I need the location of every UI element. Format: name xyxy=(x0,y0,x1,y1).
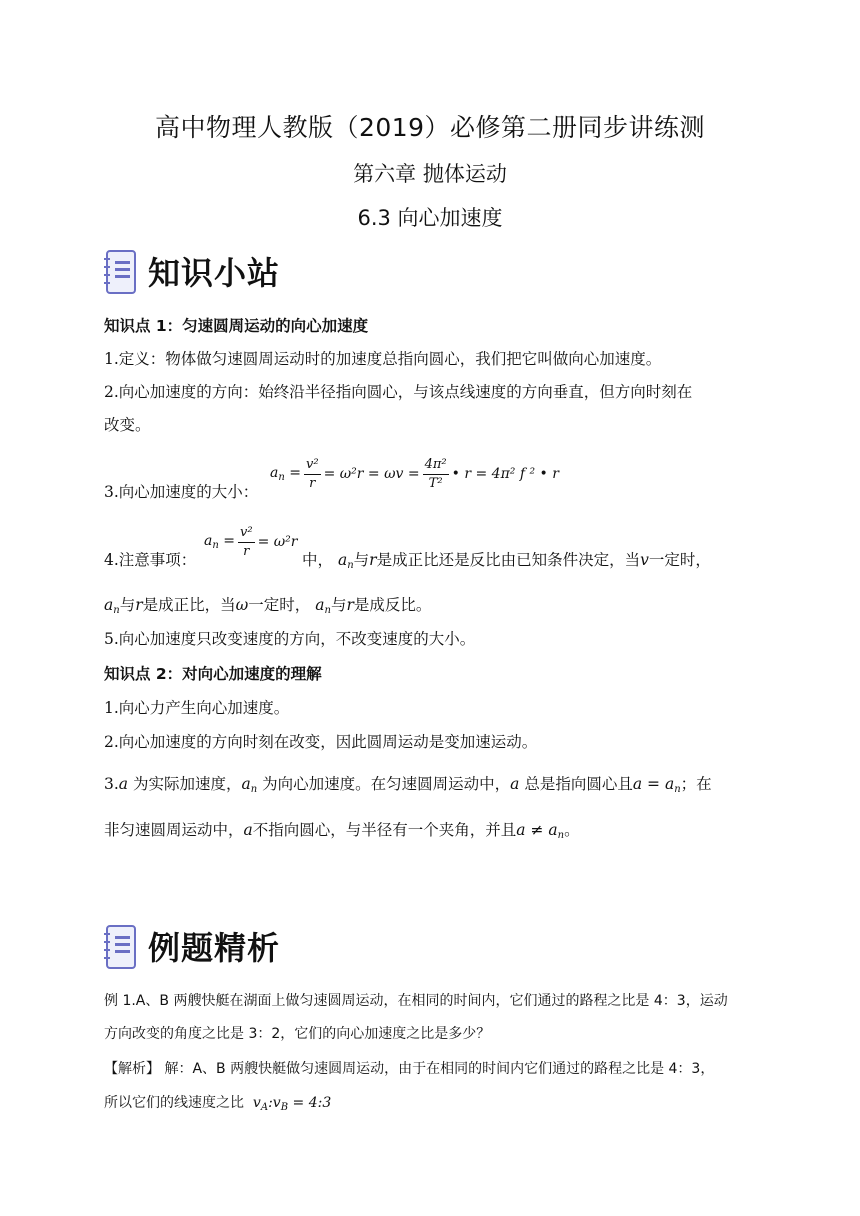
point2-heading: 知识点 2：对向心加速度的理解 xyxy=(104,665,322,683)
example1-line1: 例 1.A、B 两艘快艇在湖面上做匀速圆周运动，在相同的时间内，它们通过的路程之比是 4：3，运动 xyxy=(104,993,728,1009)
note-formula: $a_n$ = $\frac{\text{v²}}{r}$ = ω²r xyxy=(204,524,298,559)
p1-line4b: $a_n$与r是成正比，当ω一定时， $a_n$与r是成反比。 xyxy=(104,596,432,616)
chapter-title: 第六章 抛体运动 xyxy=(353,162,507,186)
p1-line4-label: 4.注意事项： xyxy=(104,551,197,569)
notebook-icon xyxy=(104,249,138,293)
p1-line2b: 改变。 xyxy=(104,416,151,434)
p1-line3-label: 3.向心加速度的大小： xyxy=(104,483,259,501)
knowledge-section-label: 知识小站 xyxy=(148,254,281,292)
notebook-icon xyxy=(104,924,138,968)
p2-line1: 1.向心力产生向心加速度。 xyxy=(104,699,290,717)
point1-heading: 知识点 1：匀速圆周运动的向心加速度 xyxy=(104,317,369,335)
centripetal-formula: $a_n$ = $\frac{\text{v²}}{r}$ = ω²r = ωv = $\frac{\text{4π²}}{\text{T²}}$ • r = 4π² f ² • r xyxy=(270,456,559,491)
p1-line5: 5.向心加速度只改变速度的方向，不改变速度的大小。 xyxy=(104,630,476,648)
p1-line1: 1.定义：物体做匀速圆周运动时的加速度总指向圆心，我们把它叫做向心加速度。 xyxy=(104,350,662,368)
p2-line2: 2.向心加速度的方向时刻在改变，因此圆周运动是变加速运动。 xyxy=(104,733,538,751)
document-title: 高中物理人教版（2019）必修第二册同步讲练测 xyxy=(154,113,706,142)
examples-section-label: 例题精析 xyxy=(148,929,281,967)
example1-line2: 方向改变的角度之比是 3：2，它们的向心加速度之比是多少？ xyxy=(104,1026,491,1042)
examples-section-header xyxy=(104,922,280,970)
p1-line4-rest: 中， $a_n$与r是成正比还是反比由已知条件决定，当v一定时， xyxy=(302,551,711,571)
speed-ratio: $v_A:v_B$ = 4:3 xyxy=(252,1095,332,1113)
solution-line2: 所以它们的线速度之比 $v_A:v_B$ = 4:3 xyxy=(104,1095,332,1113)
section-title: 6.3 向心加速度 xyxy=(357,206,503,230)
knowledge-section-header xyxy=(104,247,280,295)
p2-line4: 非匀速圆周运动中，a不指向圆心，与半径有一个夹角，并且$a \ne a_n$。 xyxy=(104,821,580,841)
solution-line1: 【解析】 解：A、B 两艘快艇做匀速圆周运动，由于在相同的时间内它们通过的路程之比是 4：3， xyxy=(104,1061,715,1077)
p1-line2a: 2.向心加速度的方向：始终沿半径指向圆心，与该点线速度的方向垂直，但方向时刻在 xyxy=(104,383,693,401)
p2-line3: 3.a 为实际加速度，$a_n$ 为向心加速度。在匀速圆周运动中，a 总是指向圆心且$a = a_n$；在 xyxy=(104,775,712,795)
